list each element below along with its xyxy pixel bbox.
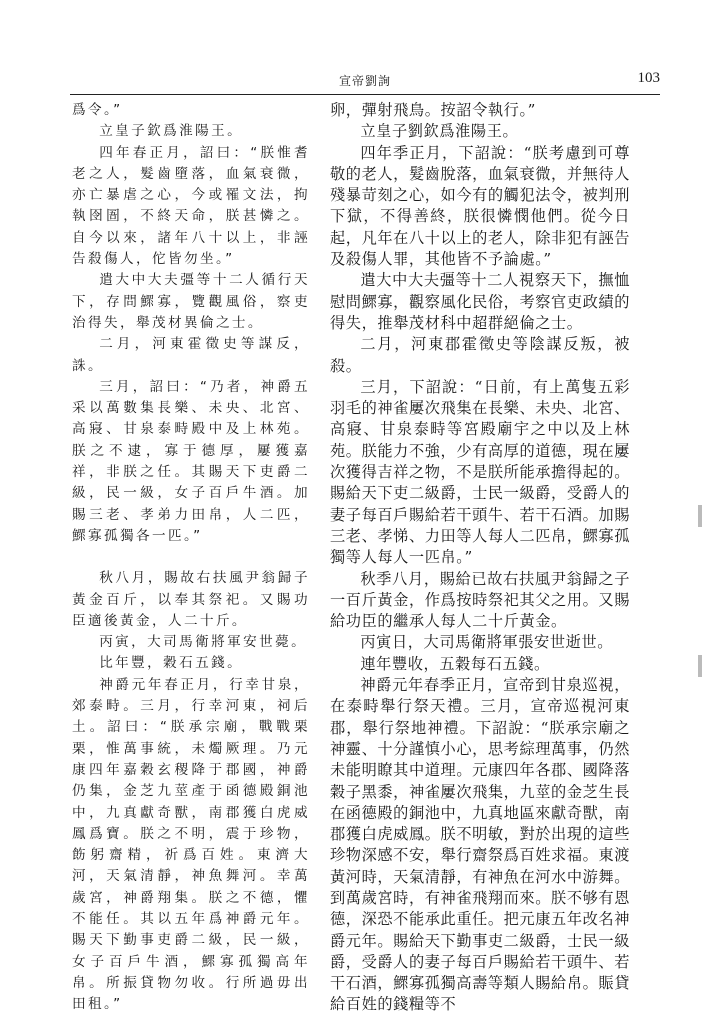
paragraph: 連年豐收，五穀每石五錢。 [360, 654, 550, 673]
translation-column [330, 100, 630, 1016]
paragraph: 神爵元年春季正月，宣帝到甘泉巡視，在泰畤舉行祭天禮。三月，宣帝巡視河東郡，舉行祭地神禮。下詔說：“朕承宗廟之神靈、十分謹慎小心，思考綜理萬事，仍然未能明瞭其中道理。元康四年各郡、國降落穀子黑黍，神雀屢次飛集，九莖的金芝生長在函德殿的銅池中，九真地區來獻奇獸，南郡獲白虎威鳳。朕不明敏，對於出現的這些珍物深感不安，舉行齋祭爲百姓求福。東渡黃河時，天氣清靜，有神魚在河水中游舞。到萬歲宮時，有神雀飛翔而來。朕不够有恩德，深恐不能承此重任。把元康五年改名神爵元年。賜給天下勤事吏二級爵，士民一級爵，受爵人的妻子每百戶賜給若干頭牛、若干石酒，鰥寡孤獨高壽等類人賜給帛。賑貸給百姓的錢糧等不 [330, 676, 630, 1014]
paragraph: 三月，下詔說：“日前，有上萬隻五彩羽毛的神雀屢次飛集在長樂、未央、北宮、高寢、甘泉泰畤等宮殿廟宇之中以及上林苑。朕能力不強，少有高厚的道德，現在屢次獲得吉祥之物，不是朕所能承擔得起的。賜給天下吏二級爵，士民一級爵，受爵人的妻子每百戶賜給若干頭牛、若干石酒。加賜三老、孝悌、力田等人每人二匹帛，鰥寡孤獨等人每人一匹帛。” [330, 377, 630, 567]
paragraph: 丙寅日，大司馬衛將軍張安世逝世。 [360, 633, 613, 652]
paragraph: 四年季正月，下詔說：“朕考慮到可尊敬的老人，髮齒脫落，血氣衰微，并無待人殘暴苛刻之心，如今有的觸犯法令，被判刑下獄，不得善終，朕很憐憫他們。從今日起，凡年在八十以上的老人，除非犯有誣告及殺傷人罪，其他皆不予論處。” [330, 143, 630, 269]
page-header [70, 70, 660, 92]
paragraph: 秋季八月，賜給已故右扶風尹翁歸之子一百斤黃金，作爲按時祭祀其父之用。又賜給功臣的繼承人每人二十斤黃金。 [330, 569, 630, 631]
paragraph: 神爵元年春正月，行幸甘泉，郊泰畤。三月，行幸河東，祠后土。詔曰：“朕承宗廟，戰戰栗栗，惟萬事統，未燭厥理。乃元康四年嘉穀玄稷降于郡國，神爵仍集，金芝九莖產于函德殿銅池中，九真獻奇獸，南郡獲白虎威鳳爲寶。朕之不明，震于珍物，飭躬齋精，祈爲百姓。東濟大河，天氣清靜，神魚舞河。幸萬歲宮，神爵翔集。朕之不德，懼不能任。其以五年爲神爵元年。賜天下勤事吏爵二級，民一級，女子百戶牛酒，鰥寡孤獨高年帛。所振貸物勿收。行所過毋出田租。” [72, 676, 310, 1013]
paragraph: 三月，詔曰：“乃者，神爵五采以萬數集長樂、未央、北宮、高寢、甘泉泰畤殿中及上林苑。朕之不逮，寡于德厚，屢獲嘉祥，非朕之任。其賜天下吏爵二級，民一級，女子百戶牛酒。加賜三老、孝弟力田帛，人二匹，鰥寡孤獨各一匹。” [72, 378, 310, 544]
paragraph: 秋八月，賜故右扶風尹翁歸子黃金百斤，以奉其祭祀。又賜功臣適後黃金，人二十斤。 [72, 570, 310, 629]
paragraph: 立皇子劉欽爲淮陽王。 [360, 122, 519, 141]
paragraph: 遣大中大夫彊等十二人循行天下，存問鰥寡，覽觀風俗，察吏治得失，舉茂材異倫之士。 [72, 272, 310, 331]
scan-margin-mark [698, 505, 702, 527]
paragraph: 二月，河東郡霍徵史等陰謀反叛，被殺。 [330, 335, 630, 375]
paragraph: 丙寅，大司馬衛將軍安世薨。 [99, 634, 308, 651]
paragraph: 四年春正月，詔曰：“朕惟耆老之人，髮齒墮落，血氣衰微，亦亡暴虐之心，今或罹文法，拘執囹圄，不終天命，朕甚憐之。自今以來，諸年八十以上，非誣告殺傷人，佗皆勿坐。” [72, 144, 310, 268]
header-rule [70, 94, 660, 95]
paragraph: 二月，河東霍徵史等謀反，誅。 [72, 336, 310, 374]
paragraph: 立皇子欽爲淮陽王。 [99, 123, 244, 140]
paragraph: 遣大中大夫彊等十二人視察天下，撫恤慰問鰥寡，觀察風化民俗，考察官吏政績的得失，推舉茂材科中超群絕倫之士。 [330, 271, 630, 332]
paragraph: 卵，彈射飛鳥。按詔令執行。” [330, 101, 537, 119]
paragraph: 爲令。” [72, 102, 123, 118]
classical-text-column [72, 100, 310, 1015]
paragraph: 比年豐，穀石五錢。 [99, 655, 244, 672]
running-title: 宣帝劉詢 [338, 74, 391, 88]
scan-margin-mark [698, 655, 702, 677]
page-number: 103 [637, 70, 660, 86]
